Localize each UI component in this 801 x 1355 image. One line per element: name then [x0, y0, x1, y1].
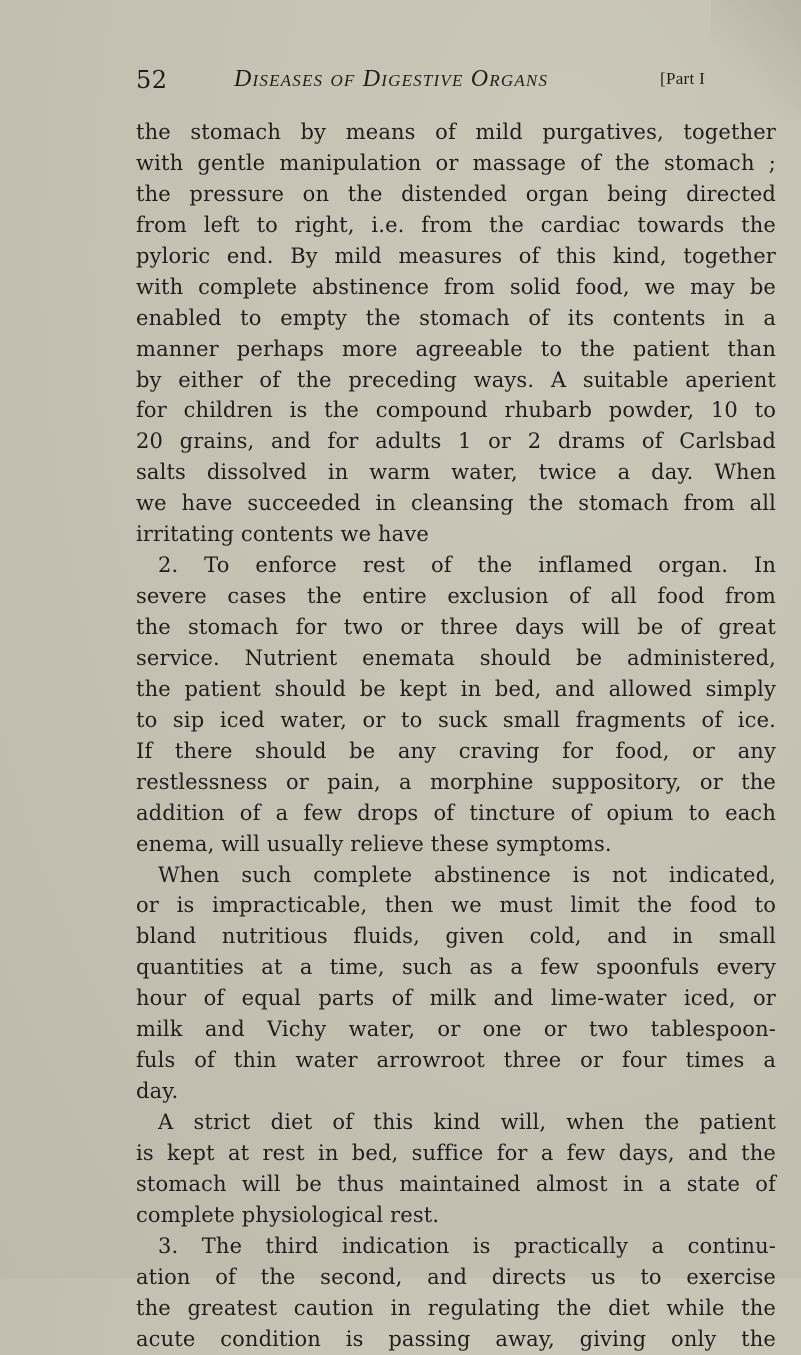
text-line: complete physiological rest.: [136, 1202, 440, 1227]
running-header: [136, 66, 776, 100]
text-line: enabled to empty the stomach of its contents in a: [136, 305, 776, 330]
text-line: we have succeeded in cleansing the stomach from all: [136, 491, 776, 516]
text-line: enema, will usually relieve these symptoms.: [136, 831, 612, 856]
text-line: milk and Vichy water, or one or two tablespoon-: [136, 1017, 776, 1042]
text-line: hour of equal parts of milk and lime-water iced, or: [136, 986, 776, 1011]
text-line: for children is the compound rhubarb powder, 10 to: [136, 398, 776, 423]
text-line: stomach will be thus maintained almost in a state of: [136, 1171, 776, 1196]
text-line: irritating contents we have: [136, 522, 429, 547]
text-line: If there should be any craving for food, or any: [136, 738, 776, 763]
part-label: [Part I: [660, 69, 706, 88]
text-line: When such complete abstinence is not indicated,: [158, 862, 776, 887]
text-line: with complete abstinence from solid food, we may be: [136, 274, 776, 299]
text-line: from left to right, i.e. from the cardiac towards the: [136, 212, 776, 237]
text-line: by either of the preceding ways. A suitable aperient: [136, 367, 776, 392]
text-line: bland nutritious fluids, given cold, and in small: [136, 924, 776, 949]
text-line: the stomach by means of mild purgatives, together: [136, 120, 776, 144]
text-line: A strict diet of this kind will, when the patient: [158, 1110, 776, 1134]
text-line: quantities at a time, such as a few spoonfuls every: [136, 955, 776, 980]
text-line: the greatest caution in regulating the diet while the: [136, 1295, 776, 1320]
text-line: severe cases the entire exclusion of all food from: [136, 584, 776, 609]
body-text: [136, 117, 776, 1355]
text-line: the pressure on the distended organ being directed: [136, 181, 776, 206]
text-line: to sip iced water, or to suck small fragments of ice.: [136, 707, 776, 732]
text-line: restlessness or pain, a morphine suppository, or the: [136, 769, 776, 794]
text-line: or is impracticable, then we must limit the food to: [136, 893, 776, 918]
text-line: the patient should be kept in bed, and allowed simply: [136, 676, 776, 701]
text-line: 2. To enforce rest of the inflamed organ. In: [158, 553, 776, 578]
text-line: ation of the second, and directs us to exercise: [136, 1264, 776, 1289]
text-line: with gentle manipulation or massage of the stomach ;: [136, 150, 776, 175]
text-line: service. Nutrient enemata should be administered,: [136, 645, 776, 670]
text-line: acute condition is passing away, giving only the: [136, 1326, 776, 1351]
text-line: salts dissolved in warm water, twice a day. When: [136, 460, 776, 485]
text-line: is kept at rest in bed, suffice for a few days, and the: [136, 1140, 776, 1165]
text-line: 3. The third indication is practically a continu-: [158, 1233, 776, 1258]
running-title: Diseases of Digestive Organs: [234, 66, 549, 92]
text-line: day.: [136, 1079, 179, 1104]
text-line: fuls of thin water arrowroot three or four times a: [136, 1048, 776, 1073]
page-corner-shadow: [711, 0, 801, 120]
text-line: manner perhaps more agreeable to the patient than: [136, 336, 776, 361]
text-line: pyloric end. By mild measures of this kind, together: [136, 243, 776, 268]
text-line: 20 grains, and for adults 1 or 2 drams of Carlsbad: [136, 429, 776, 454]
text-line: the stomach for two or three days will be of great: [136, 615, 776, 639]
page-number: 52: [136, 66, 168, 94]
text-line: addition of a few drops of tincture of opium to each: [136, 800, 776, 825]
